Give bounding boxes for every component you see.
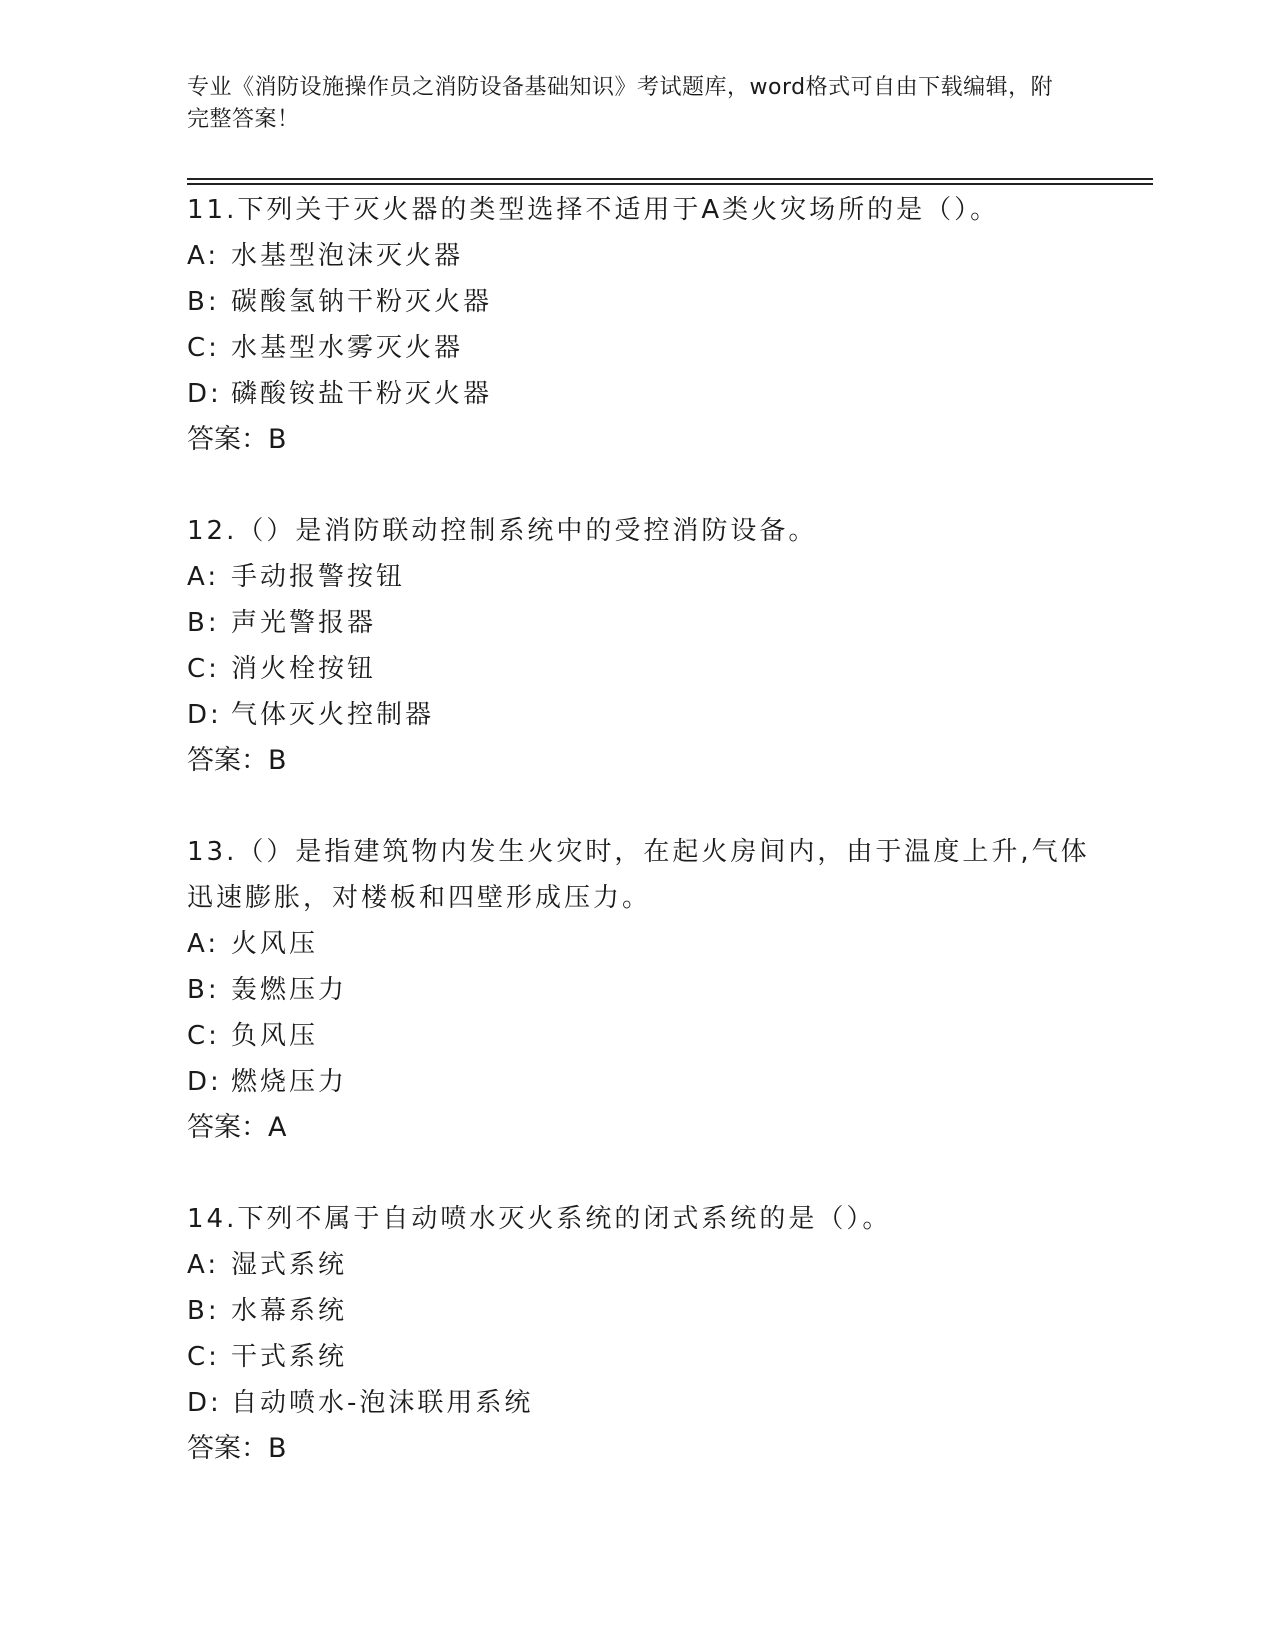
option-letter: B: <box>187 608 220 638</box>
option-c <box>187 646 1107 692</box>
option-text: 湿式系统 <box>231 1250 348 1280</box>
option-b <box>187 1288 1107 1334</box>
option-letter: B: <box>187 1296 220 1326</box>
question-stem: 13.（）是指建筑物内发生火灾时，在起火房间内，由于温度上升,气体迅速膨胀，对楼板和四壁形成压力。 <box>187 837 1090 913</box>
option-letter: C: <box>187 654 220 684</box>
option-text: 碳酸氢钠干粉灭火器 <box>231 287 493 317</box>
question-list <box>187 187 1107 1517</box>
answer-line: 答案：B <box>187 424 287 455</box>
option-letter: B: <box>187 975 220 1005</box>
option-b <box>187 600 1107 646</box>
option-c <box>187 325 1107 371</box>
option-text: 燃烧压力 <box>231 1067 348 1097</box>
option-letter: C: <box>187 1342 220 1372</box>
option-letter: C: <box>187 333 220 363</box>
question-stem: 12.（）是消防联动控制系统中的受控消防设备。 <box>187 516 818 546</box>
option-text: 水幕系统 <box>231 1296 348 1326</box>
option-text: 负风压 <box>231 1021 319 1051</box>
option-letter: D: <box>187 1067 222 1097</box>
answer-line: 答案：B <box>187 1433 287 1464</box>
option-letter: C: <box>187 1021 220 1051</box>
option-text: 消火栓按钮 <box>231 654 377 684</box>
option-a <box>187 921 1107 967</box>
option-text: 水基型水雾灭火器 <box>231 333 464 363</box>
option-letter: D: <box>187 1388 222 1418</box>
option-text: 自动喷水-泡沫联用系统 <box>231 1388 534 1418</box>
option-letter: B: <box>187 287 220 317</box>
option-b <box>187 279 1107 325</box>
option-text: 气体灭火控制器 <box>231 700 435 730</box>
question-11 <box>187 187 1107 463</box>
option-letter: A: <box>187 241 220 271</box>
option-text: 声光警报器 <box>231 608 377 638</box>
option-c <box>187 1334 1107 1380</box>
answer-line: 答案：B <box>187 745 287 776</box>
option-a <box>187 554 1107 600</box>
header-rule-top <box>187 178 1153 180</box>
option-letter: D: <box>187 700 222 730</box>
question-stem: 11.下列关于灭火器的类型选择不适用于A类火灾场所的是（）。 <box>187 195 1000 225</box>
option-letter: A: <box>187 929 220 959</box>
question-13 <box>187 829 1107 1151</box>
option-d <box>187 1059 1107 1105</box>
option-d <box>187 1380 1107 1426</box>
document-header: 专业《消防设施操作员之消防设备基础知识》考试题库，word格式可自由下载编辑，附完整答案！ <box>187 75 1054 132</box>
option-d <box>187 371 1107 417</box>
option-text: 水基型泡沫灭火器 <box>231 241 464 271</box>
question-12 <box>187 508 1107 784</box>
option-b <box>187 967 1107 1013</box>
option-letter: A: <box>187 1250 220 1280</box>
option-text: 轰燃压力 <box>231 975 348 1005</box>
option-c <box>187 1013 1107 1059</box>
option-letter: D: <box>187 379 222 409</box>
question-stem: 14.下列不属于自动喷水灭火系统的闭式系统的是（）。 <box>187 1204 892 1234</box>
option-a <box>187 233 1107 279</box>
option-a <box>187 1242 1107 1288</box>
option-d <box>187 692 1107 738</box>
option-letter: A: <box>187 562 220 592</box>
option-text: 干式系统 <box>231 1342 348 1372</box>
question-14 <box>187 1196 1107 1472</box>
header-rule-bottom <box>187 183 1153 185</box>
option-text: 手动报警按钮 <box>231 562 406 592</box>
answer-line: 答案：A <box>187 1112 287 1143</box>
option-text: 火风压 <box>231 929 319 959</box>
option-text: 磷酸铵盐干粉灭火器 <box>231 379 493 409</box>
